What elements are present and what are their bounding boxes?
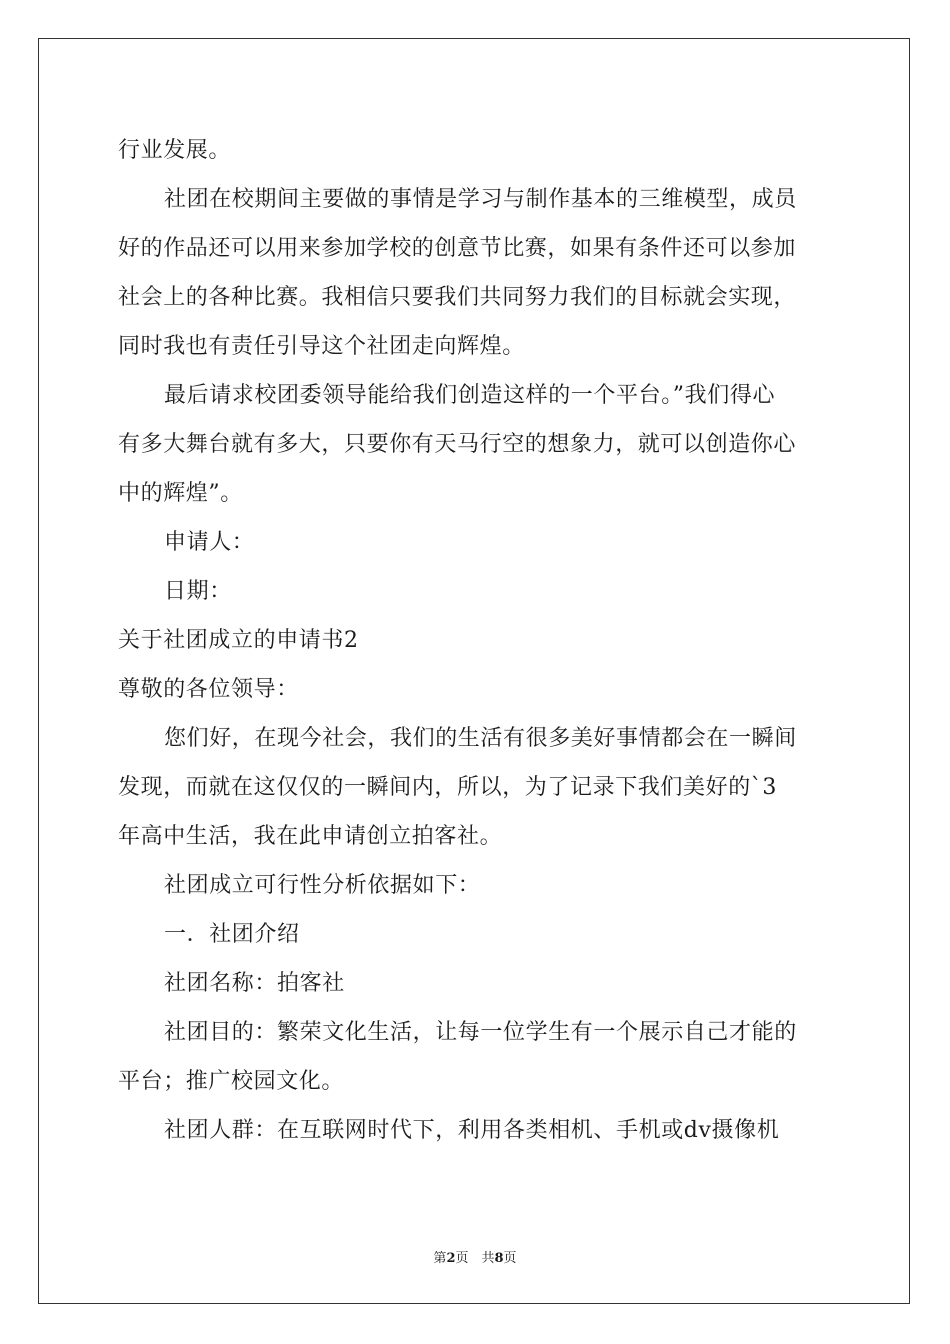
text-line: 年高中生活，我在此申请创立拍客社。 [118, 824, 503, 849]
text-line: 申请人： [164, 530, 255, 555]
text-line: 好的作品还可以用来参加学校的创意节比赛，如果有条件还可以参加 [118, 236, 797, 261]
text-line: 同时我也有责任引导这个社团走向辉煌。 [118, 334, 525, 359]
document-body [118, 126, 833, 1155]
page-footer [0, 1247, 950, 1266]
text-line: 社团目的：繁荣文化生活，让每一位学生有一个展示自己才能的 [164, 1020, 797, 1045]
total-page-count: 8 [494, 1251, 504, 1266]
text-line: 平台；推广校园文化。 [118, 1069, 345, 1094]
footer-prefix: 第 [433, 1251, 447, 1266]
text-line: 行业发展。 [118, 138, 232, 163]
current-page-number: 2 [446, 1251, 456, 1266]
text-line: 日期： [164, 579, 232, 604]
text-line: 社团成立可行性分析依据如下： [164, 873, 481, 898]
footer-suffix: 页 [503, 1251, 517, 1266]
text-line: 尊敬的各位领导： [118, 677, 299, 702]
text-line: 您们好，在现今社会，我们的生活有很多美好事情都会在一瞬间 [164, 726, 797, 751]
text-line: 社团人群：在互联网时代下，利用各类相机、手机或dv摄像机 [164, 1118, 780, 1143]
text-line: 关于社团成立的申请书2 [118, 628, 359, 653]
footer-mid: 页 共 [455, 1251, 495, 1266]
text-line: 社会上的各种比赛。我相信只要我们共同努力我们的目标就会实现， [118, 285, 797, 310]
text-line: 中的辉煌”。 [118, 481, 243, 506]
text-line: 有多大舞台就有多大，只要你有天马行空的想象力，就可以创造你心 [118, 432, 797, 457]
text-line: 最后请求校团委领导能给我们创造这样的一个平台。”我们得心 [164, 383, 776, 408]
text-line: 社团在校期间主要做的事情是学习与制作基本的三维模型，成员 [164, 187, 797, 212]
text-line: 发现，而就在这仅仅的一瞬间内，所以，为了记录下我们美好的`3 [118, 775, 777, 800]
text-line: 社团名称：拍客社 [164, 971, 345, 996]
text-line: 一．社团介绍 [164, 922, 300, 947]
